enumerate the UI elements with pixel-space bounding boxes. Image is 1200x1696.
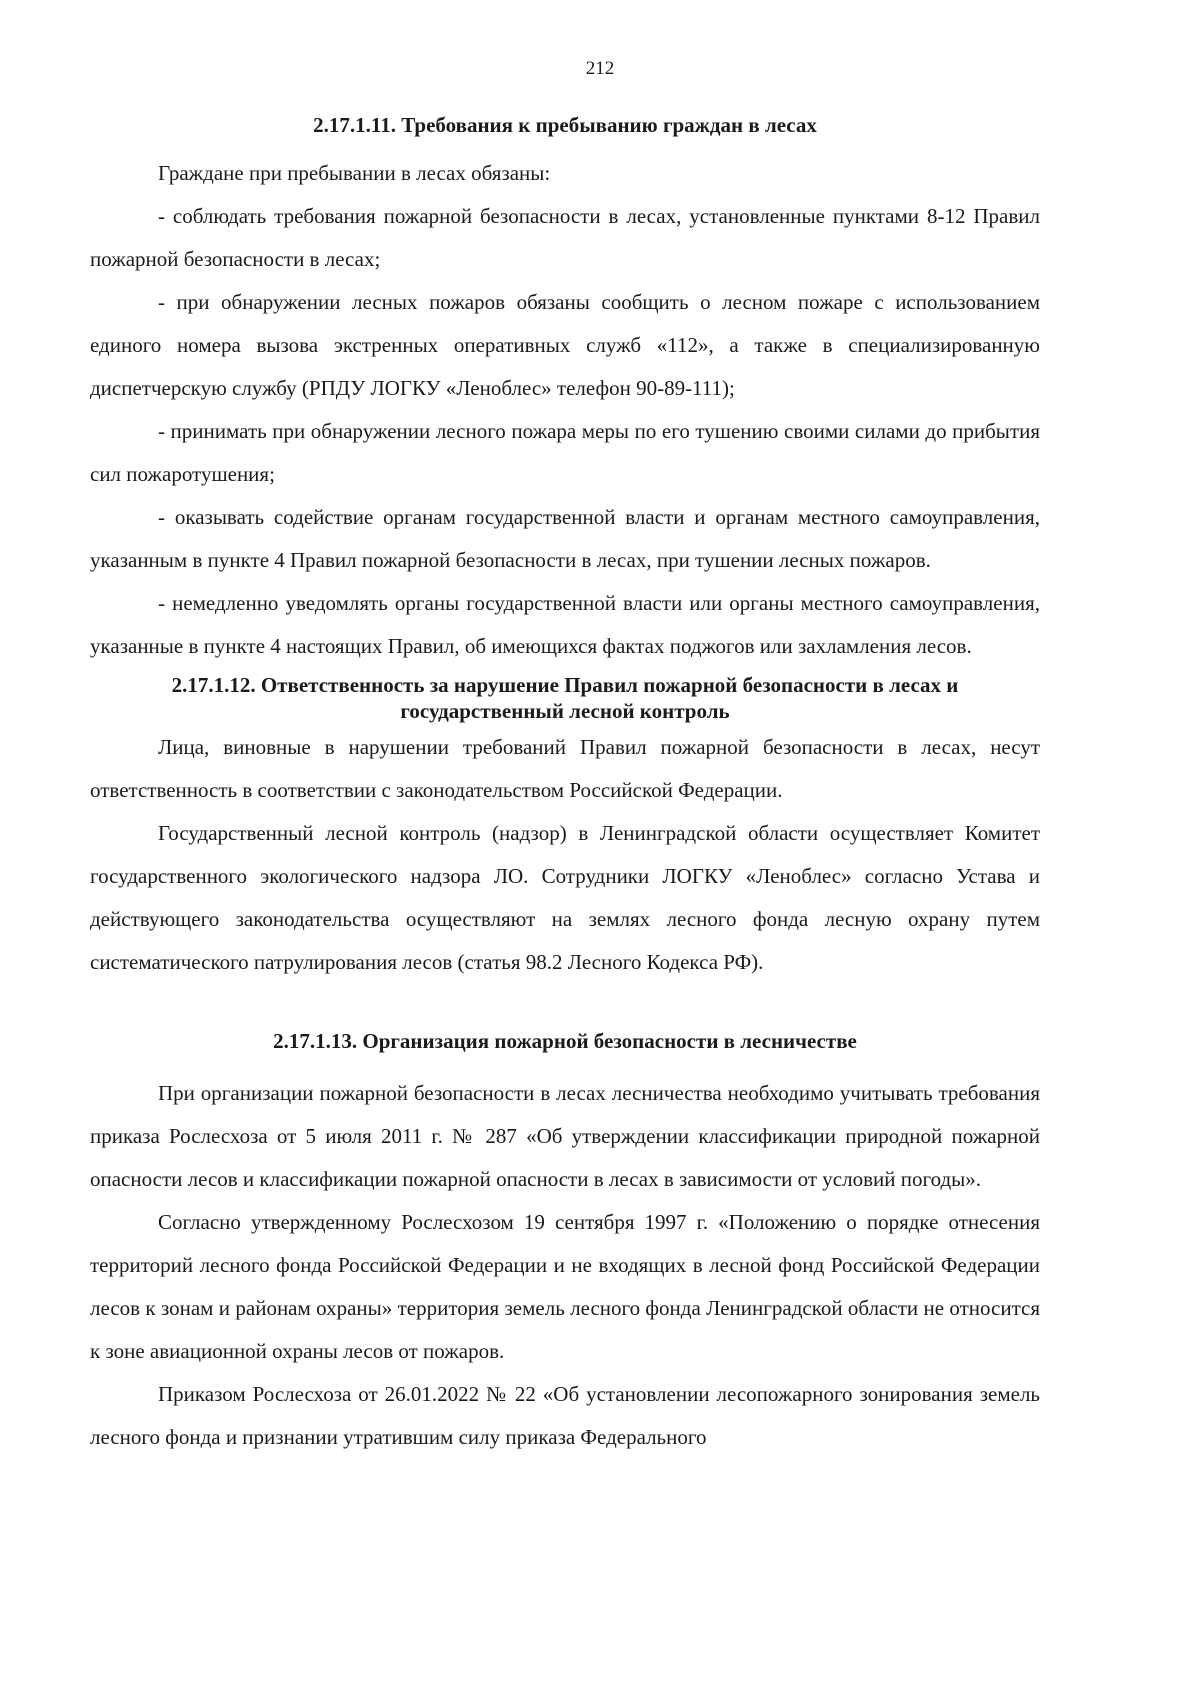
paragraph: - принимать при обнаружении лесного пожара меры по его тушению своими силами до прибытия сил пожаротушения; <box>90 419 1040 486</box>
paragraph: - оказывать содействие органам государственной власти и органам местного самоуправления, указанным в пункте 4 Правил пожарной безопасности в лесах, при тушении лесных пожаров. <box>90 505 1040 572</box>
paragraph: - немедленно уведомлять органы государственной власти или органы местного самоуправления, указанные в пункте 4 настоящих Правил, об имеющихся фактах поджогов или захламления лесов. <box>90 591 1040 658</box>
paragraph: Согласно утвержденному Рослесхозом 19 сентября 1997 г. «Положению о порядке отнесения территорий лесного фонда Российской Федерации и не входящих в лесной фонд Российской Федерации лесов к зонам и районам охраны» территория земель лесного фонда Ленинградской области не относится к зоне авиационной охраны лесов от пожаров. <box>90 1210 1040 1363</box>
paragraph: Приказом Рослесхоза от 26.01.2022 № 22 «Об установлении лесопожарного зонирования земель лесного фонда и признании утратившим силу приказа Федерального <box>90 1382 1040 1449</box>
paragraph: - соблюдать требования пожарной безопасности в лесах, установленные пунктами 8-12 Правил пожарной безопасности в лесах; <box>90 204 1040 271</box>
section-heading-2-17-1-12: 2.17.1.12. Ответственность за нарушение Правил пожарной безопасности в лесах и государственный лесной контроль <box>171 673 959 723</box>
paragraph: Лица, виновные в нарушении требований Правил пожарной безопасности в лесах, несут ответственность в соответствии с законодательством Российской Федерации. <box>90 735 1040 802</box>
paragraph: Граждане при пребывании в лесах обязаны: <box>158 161 551 185</box>
page-content <box>90 112 1040 1459</box>
paragraph: При организации пожарной безопасности в лесах лесничества необходимо учитывать требования приказа Рослесхоза от 5 июля 2011 г. № 287 «Об утверждении классификации природной пожарной опасности лесов и классификации пожарной опасности в лесах в зависимости от условий погоды». <box>90 1081 1040 1191</box>
section-heading-2-17-1-13: 2.17.1.13. Организация пожарной безопасности в лесничестве <box>273 1029 857 1053</box>
section-heading-2-17-1-11: 2.17.1.11. Требования к пребыванию граждан в лесах <box>313 113 817 137</box>
page-number: 212 <box>585 58 615 79</box>
paragraph: Государственный лесной контроль (надзор) в Ленинградской области осуществляет Комитет государственного экологического надзора ЛО. Сотрудники ЛОГКУ «Леноблес» согласно Устава и действующего законодательства осуществляют на землях лесного фонда лесную охрану путем систематического патрулирования лесов (статья 98.2 Лесного Кодекса РФ). <box>90 821 1040 974</box>
paragraph: - при обнаружении лесных пожаров обязаны сообщить о лесном пожаре с использованием единого номера вызова экстренных оперативных служб «112», а также в специализированную диспетчерскую службу (РПДУ ЛОГКУ «Леноблес» телефон 90-89-111); <box>90 290 1040 400</box>
